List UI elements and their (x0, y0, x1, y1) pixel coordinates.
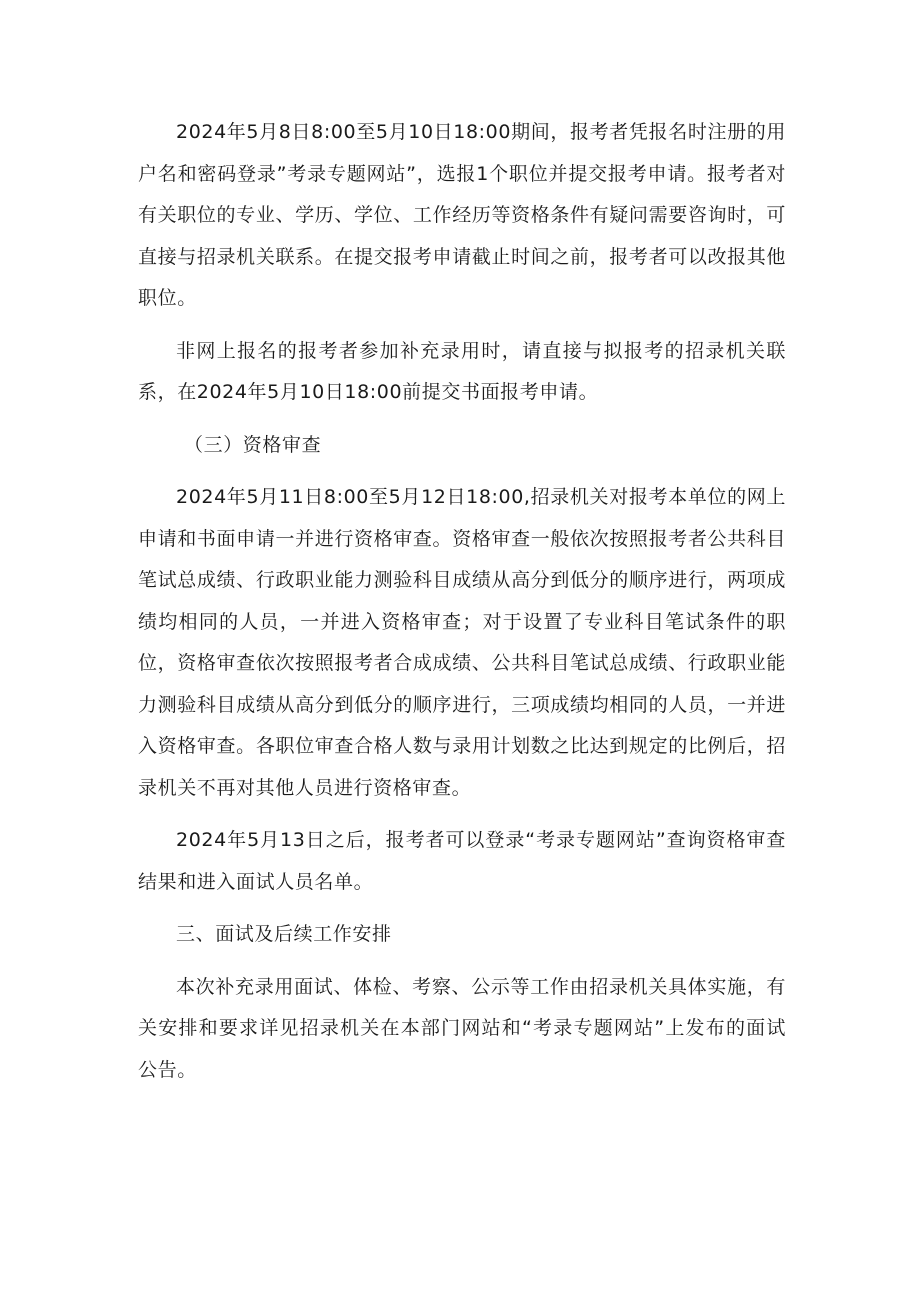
paragraph-interview-arrangements: 本次补充录用面试、体检、考察、公示等工作由招录机关具体实施，有关安排和要求详见招录机关在本部门网站和“考录专题网站”上发布的面试公告。 (138, 975, 786, 1081)
document-page (138, 112, 786, 1091)
paragraph-qualification-review: 2024年5月11日8:00至5月12日18:00,招录机关对报考本单位的网上申请和书面申请一并进行资格审查。资格审查一般依次按照报考者公共科目笔试总成绩、行政职业能力测验科目成绩从高分到低分的顺序进行，两项成绩均相同的人员，一并进入资格审查；对于设置了专业科目笔试条件的职位，资格审查依次按照报考者合成成绩、公共科目笔试总成绩、行政职业能力测验科目成绩从高分到低分的顺序进行，三项成绩均相同的人员，一并进入资格审查。各职位审查合格人数与录用计划数之比达到规定的比例后，招录机关不再对其他人员进行资格审查。 (138, 486, 786, 799)
paragraph-offline-registration: 非网上报名的报考者参加补充录用时，请直接与拟报考的招录机关联系，在2024年5月10日18:00前提交书面报考申请。 (138, 339, 786, 403)
paragraph-registration-period: 2024年5月8日8:00至5月10日18:00期间，报考者凭报名时注册的用户名和密码登录”考录专题网站”，选报1个职位并提交报考申请。报考者对有关职位的专业、学历、学位、工作经历等资格条件有疑问需要咨询时，可直接与招录机关联系。在提交报考申请截止时间之前，报考者可以改报其他职位。 (138, 121, 786, 309)
heading-qualification-review: （三）资格审查 (184, 433, 322, 456)
paragraph-review-results: 2024年5月13日之后，报考者可以登录“考录专题网站”查询资格审查结果和进入面试人员名单。 (138, 829, 786, 893)
heading-interview-arrangements: 三、面试及后续工作安排 (176, 923, 392, 945)
